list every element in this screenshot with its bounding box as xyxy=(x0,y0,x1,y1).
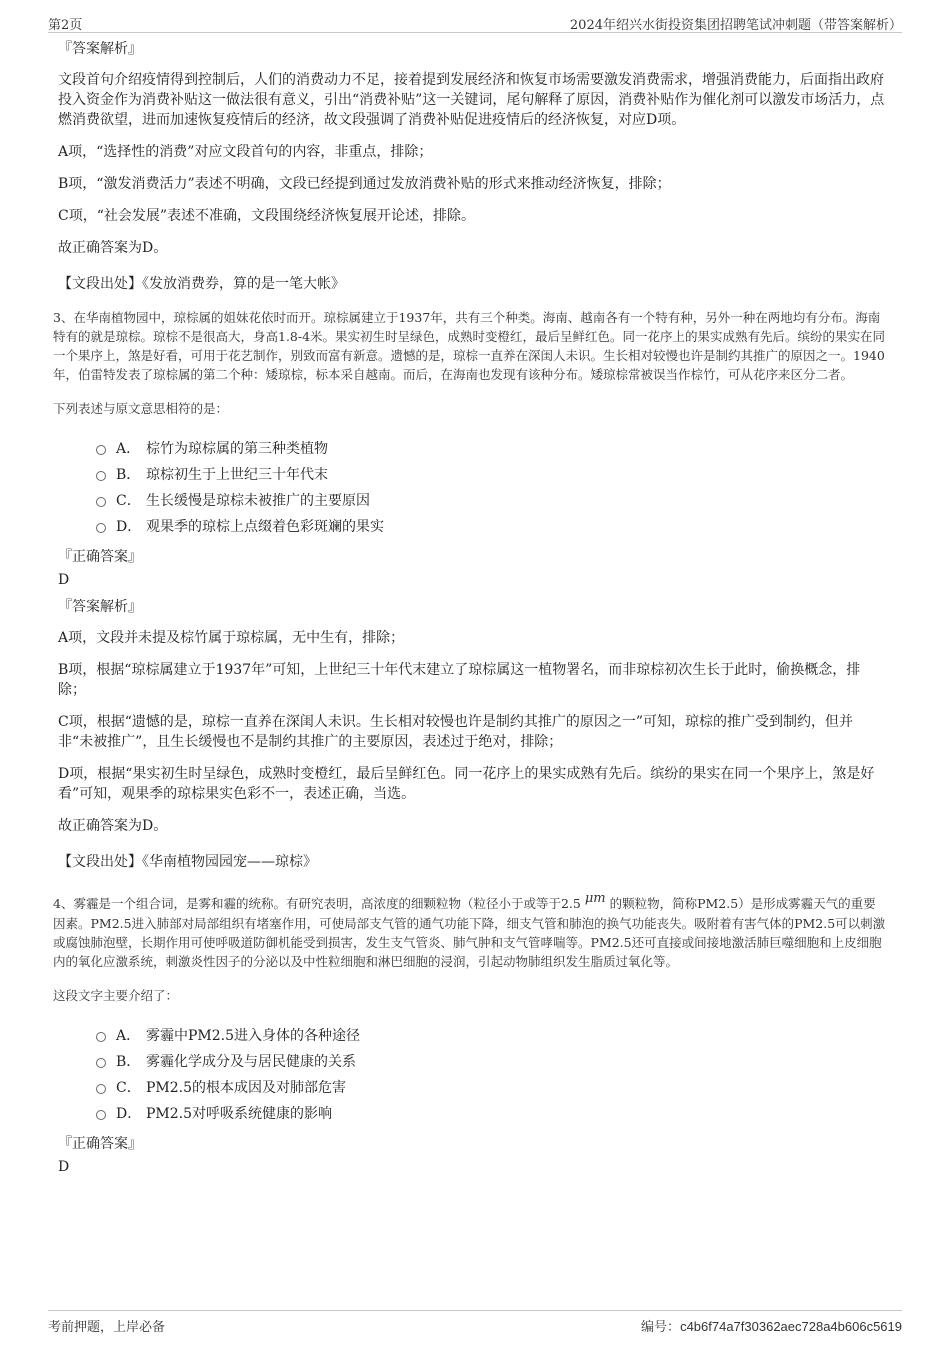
page-number: 第2页 xyxy=(48,18,83,33)
analysis-option-c: C项，根据“遗憾的是，琼棕一直养在深闺人未识。生长相对较慢也许是制约其推广的原因之一”可知，琼棕的推广受到制约，但并非“未被推广”，且生长缓慢也不是制约其推广的主要原因，表述过于绝对，排除； xyxy=(58,714,854,750)
option-b[interactable]: B． 雾霾化学成分及与居民健康的关系 xyxy=(96,1049,888,1075)
passage-source: 【文段出处】《华南植物园园宠——琼棕》 xyxy=(58,854,317,870)
micrometer-unit: μm xyxy=(584,891,606,906)
option-d[interactable]: D． PM2.5对呼吸系统健康的影响 xyxy=(96,1101,888,1127)
correct-answer: D xyxy=(58,572,70,588)
option-c[interactable]: C． PM2.5的根本成因及对肺部危害 xyxy=(96,1075,888,1101)
radio-icon[interactable] xyxy=(96,1110,106,1120)
analysis-option-d: D项，根据“果实初生时呈绿色，成熟时变橙红，最后呈鲜红色。同一花序上的果实成熟有先后。缤纷的果实在同一个果序上，煞是好看”可知，观果季的琼棕果实色彩不一，表述正确，当选。 xyxy=(58,766,875,802)
analysis-option-c: C项，“社会发展”表述不准确，文段围绕经济恢复展开论述，排除。 xyxy=(58,208,476,224)
analysis-label: 『答案解析』 xyxy=(58,41,142,57)
analysis-option-a: A项，“选择性的消费”对应文段首句的内容，非重点，排除； xyxy=(58,144,433,160)
correct-answer: D xyxy=(58,1159,70,1175)
analysis-label: 『答案解析』 xyxy=(58,599,142,615)
analysis-conclusion: 故正确答案为D。 xyxy=(58,818,168,834)
analysis-paragraph: 文段首句介绍疫情得到控制后，人们的消费动力不足，接着提到发展经济和恢复市场需要激发消费需求，增强消费能力，后面指出政府投入资金作为消费补贴这一做法很有意义，引出“消费补贴”这一关键词，尾句解释了原因，消费补贴作为催化剂可以激发市场活力，点燃消费欲望，进而加速恢复疫情后的经济，故文段强调了消费补贴促进疫情后的经济恢复，对应D项。 xyxy=(58,72,885,128)
analysis-option-b: B项，“激发消费活力”表述不明确，文段已经提到通过发放消费补贴的形式来推动经济恢复，排除； xyxy=(58,176,671,192)
radio-icon[interactable] xyxy=(96,523,106,533)
page-header xyxy=(48,12,902,33)
radio-icon[interactable] xyxy=(96,445,106,455)
radio-icon[interactable] xyxy=(96,1032,106,1042)
radio-icon[interactable] xyxy=(96,471,106,481)
question-3-options xyxy=(96,436,888,540)
document-code: 编号：c4b6f74a7f30362aec728a4b606c5619 xyxy=(641,1319,902,1334)
question-4-options xyxy=(96,1023,888,1127)
analysis-option-a: A项，文段并未提及棕竹属于琼棕属，无中生有，排除； xyxy=(58,630,405,646)
question-4-passage: 4、雾霾是一个组合词，是雾和霾的统称。有研究表明，高浓度的细颗粒物（粒径小于或等于2.5 μm 的颗粒物，简称PM2.5）是形成雾霾天气的重要因素。PM2.5进入肺部对局部组织有堵塞作用，可使局部支气管的通气功能下降，细支气管和肺泡的换气功能丧失。吸附着有害气体的PM2.5可以刺激或腐蚀肺泡壁，长期作用可使呼吸道防御机能受到损害，发生支气管炎、肺气肿和支气管哮喘等。PM2.5还可直接或间接地激活肺巨噬细胞和上皮细胞内的氧化应激系统，刺激炎性因子的分泌以及中性粒细胞和淋巴细胞的浸润，引起动物肺组织发生脂质过氧化等。 xyxy=(53,891,886,969)
analysis-conclusion: 故正确答案为D。 xyxy=(58,240,168,256)
question-3-prompt: 下列表述与原文意思相符的是： xyxy=(53,401,229,416)
analysis-option-b: B项，根据“琼棕属建立于1937年”可知，上世纪三十年代末建立了琼棕属这一植物署名，而非琼棕初次生长于此时，偷换概念，排除； xyxy=(58,662,861,698)
document-body xyxy=(53,38,888,1177)
page-footer xyxy=(48,1310,902,1335)
option-c[interactable]: C． 生长缓慢是琼棕未被推广的主要原因 xyxy=(96,488,888,514)
correct-answer-label: 『正确答案』 xyxy=(58,549,142,565)
question-3-passage: 3、在华南植物园中，琼棕属的姐妹花依时而开。琼棕属建立于1937年，共有三个种类。海南、越南各有一个特有种，另外一种在两地均有分布。海南特有的就是琼棕。琼棕不是很高大，身高1.8-4米。果实初生时呈绿色，成熟时变橙红，最后呈鲜红色。同一花序上的果实成熟有先后。缤纷的果实在同一个果序上，煞是好看，可用于花艺制作，别致而富有新意。遗憾的是，琼棕一直养在深闺人未识。生长相对较慢也许是制约其推广的原因之一。1940年，伯雷特发表了琼棕属的第二个种：矮琼棕，标本采自越南。而后，在海南也发现有该种分布。矮琼棕常被误当作棕竹，可从花序来区分二者。 xyxy=(53,310,886,382)
radio-icon[interactable] xyxy=(96,497,106,507)
option-a[interactable]: A． 棕竹为琼棕属的第三种类植物 xyxy=(96,436,888,462)
option-b[interactable]: B． 琼棕初生于上世纪三十年代末 xyxy=(96,462,888,488)
radio-icon[interactable] xyxy=(96,1058,106,1068)
option-a[interactable]: A． 雾霾中PM2.5进入身体的各种途径 xyxy=(96,1023,888,1049)
footer-slogan: 考前押题，上岸必备 xyxy=(48,1320,166,1335)
question-4-prompt: 这段文字主要介绍了： xyxy=(53,988,179,1003)
passage-source: 【文段出处】《发放消费券，算的是一笔大帐》 xyxy=(58,276,345,292)
option-d[interactable]: D． 观果季的琼棕上点缀着色彩斑斓的果实 xyxy=(96,514,888,540)
radio-icon[interactable] xyxy=(96,1084,106,1094)
correct-answer-label: 『正确答案』 xyxy=(58,1136,142,1152)
document-title: 2024年绍兴水街投资集团招聘笔试冲刺题（带答案解析） xyxy=(569,18,902,33)
